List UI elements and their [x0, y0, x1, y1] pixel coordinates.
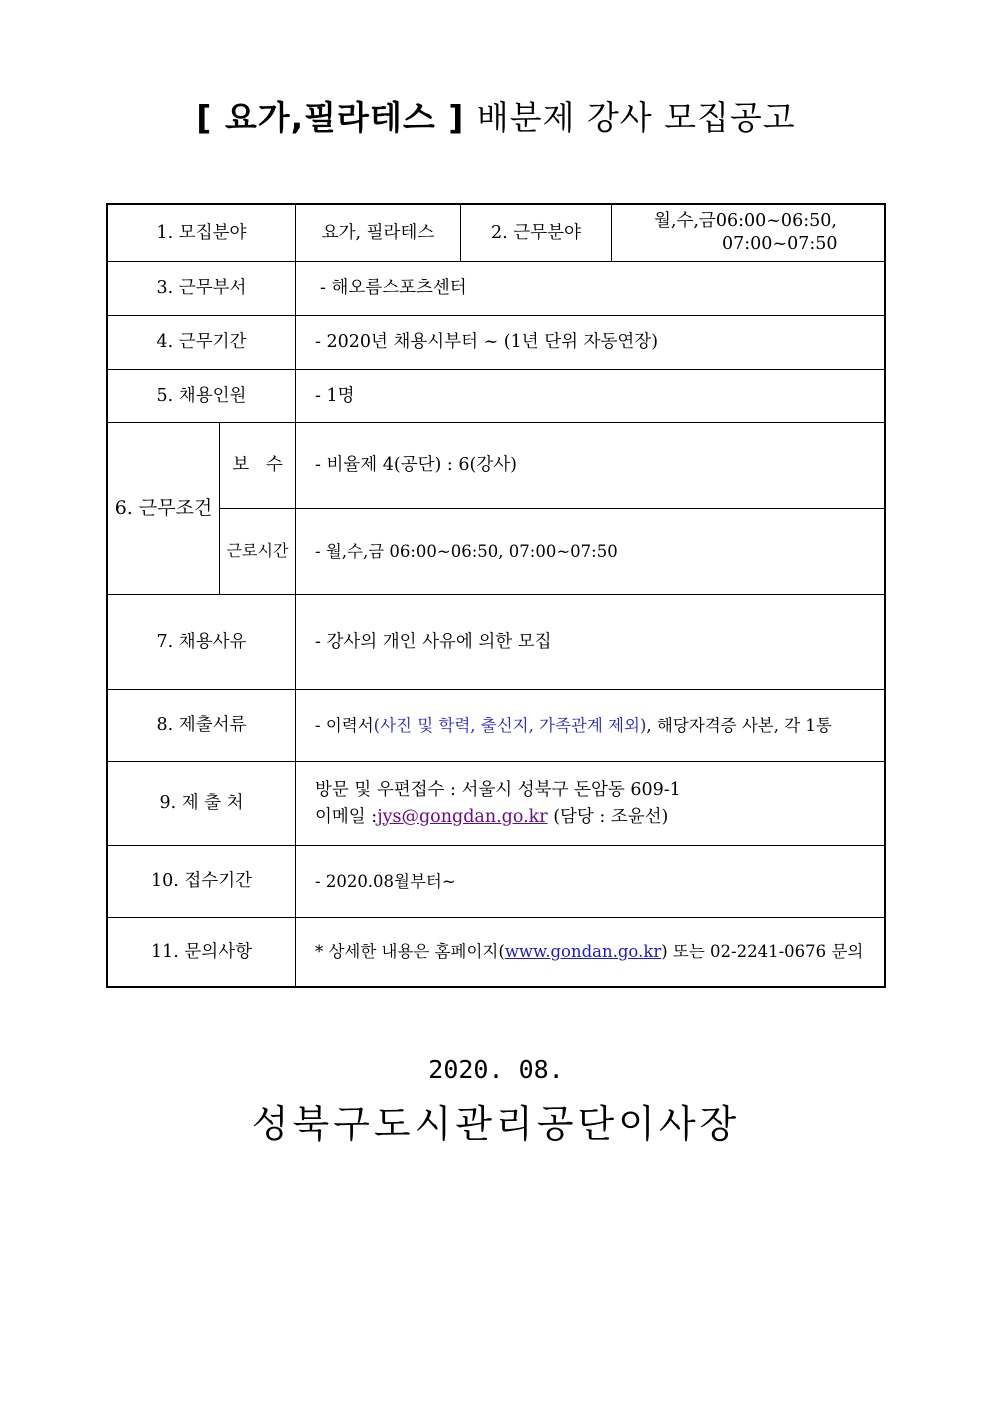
label-submit-to: 9. 제 출 처: [159, 793, 244, 814]
value-application-period: - 2020.08월부터~: [315, 871, 456, 891]
submit-address: 방문 및 우편접수 : 서울시 성북구 돈암동 609-1: [315, 779, 681, 800]
page-title: [0, 92, 992, 139]
value-recruit-field: 요가, 필라테스: [321, 222, 435, 243]
value-work-period: - 2020년 채용시부터 ~ (1년 단위 자동연장): [315, 332, 659, 353]
title-subject: 요가,필라테스: [224, 98, 436, 137]
documents-exclusion-note: (사진 및 학력, 출신지, 가족관계 제외): [373, 715, 647, 735]
documents-resume: - 이력서: [315, 715, 374, 735]
email-label: 이메일 :: [315, 806, 378, 827]
value-submit-to: [315, 762, 880, 845]
value-hiring-reason: - 강사의 개인 사유에 의한 모집: [315, 631, 552, 652]
value-inquiry: [315, 918, 885, 986]
value-work-hours: - 월,수,금 06:00~06:50, 07:00~07:50: [315, 541, 618, 561]
value-documents: [315, 690, 885, 761]
label-work-conditions: 6. 근무조건: [114, 497, 213, 520]
value-headcount: - 1명: [315, 385, 355, 406]
work-field-line1: 월,수,금06:00~06:50,: [654, 211, 837, 232]
documents-rest: , 해당자격증 사본, 각 1통: [646, 715, 832, 735]
submit-email-line: [315, 806, 668, 829]
label-documents: 8. 제출서류: [156, 715, 247, 736]
title-bracket-open: [: [196, 98, 213, 137]
value-department: - 해오름스포츠센터: [320, 278, 467, 299]
label-inquiry: 11. 문의사항: [150, 941, 252, 962]
notice-date: 2020. 08.: [428, 1055, 564, 1084]
value-pay: - 비율제 4(공단) : 6(강사): [315, 455, 517, 476]
homepage-link[interactable]: www.gondan.go.kr: [504, 942, 662, 962]
title-rest: 배분제 강사 모집공고: [476, 98, 796, 137]
label-work-hours: 근로시간: [226, 541, 289, 561]
label-work-field: 2. 근무분야: [491, 222, 581, 243]
recruitment-table: [106, 203, 886, 988]
value-work-field: [612, 205, 884, 261]
label-department: 3. 근무부서: [156, 278, 247, 299]
label-work-period: 4. 근무기간: [156, 332, 247, 353]
label-application-period: 10. 접수기간: [150, 871, 252, 892]
email-link[interactable]: jys@gongdan.go.kr: [377, 806, 548, 827]
label-hiring-reason: 7. 채용사유: [156, 631, 247, 652]
issuer-name: 성북구도시관리공단이사장: [251, 1102, 741, 1146]
email-contact: (담당 : 조윤선): [547, 806, 669, 827]
inquiry-text: * 상세한 내용은 홈페이지(: [315, 942, 505, 962]
label-pay: 보 수: [232, 455, 283, 476]
label-recruit-field: 1. 모집분야: [156, 222, 247, 243]
work-field-line2: 07:00~07:50: [722, 234, 838, 254]
inquiry-phone: ) 또는 02-2241-0676 문의: [661, 942, 864, 962]
label-headcount: 5. 채용인원: [156, 385, 247, 406]
title-bracket-close: ]: [448, 98, 465, 137]
